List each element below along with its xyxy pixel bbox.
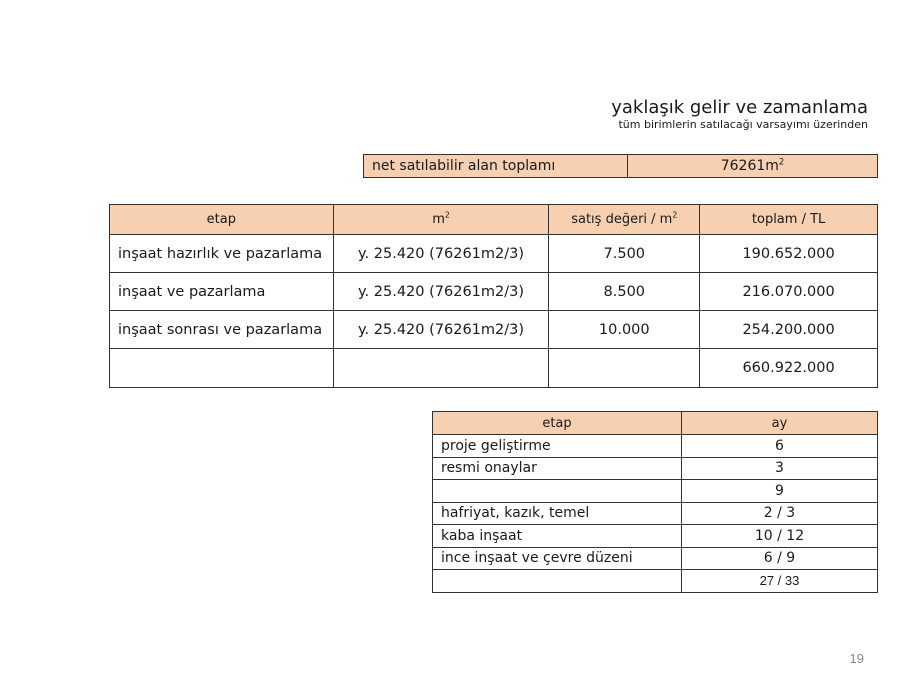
empty-cell	[549, 349, 700, 388]
net-area-value	[628, 155, 878, 178]
net-area-unit-sup: 2	[778, 156, 785, 167]
schedule-months: 10 / 12	[682, 525, 878, 548]
revenue-area: y. 25.420 (76261m2/3)	[333, 273, 549, 311]
table-row	[433, 525, 878, 548]
revenue-header-etap: etap	[110, 205, 334, 235]
schedule-months: 3	[682, 457, 878, 480]
revenue-header-total: toplam / TL	[700, 205, 878, 235]
revenue-stage: inşaat hazırlık ve pazarlama	[110, 235, 334, 273]
table-row	[433, 547, 878, 570]
revenue-unit-price: 8.500	[549, 273, 700, 311]
revenue-header-sales-value: satış değeri / $m^2$	[549, 205, 700, 235]
net-area-table	[363, 154, 878, 178]
empty-cell	[110, 349, 334, 388]
page-number: 19	[849, 651, 864, 666]
revenue-unit-price: 7.500	[549, 235, 700, 273]
revenue-table	[109, 204, 878, 388]
revenue-total: 216.070.000	[700, 273, 878, 311]
revenue-header-m2: $m^2$	[333, 205, 549, 235]
table-row	[433, 457, 878, 480]
revenue-total-row	[110, 349, 878, 388]
revenue-unit-price: 10.000	[549, 311, 700, 349]
table-row	[110, 273, 878, 311]
table-row	[433, 480, 878, 503]
revenue-stage: inşaat sonrası ve pazarlama	[110, 311, 334, 349]
schedule-header-etap: etap	[433, 412, 682, 435]
empty-cell	[333, 349, 549, 388]
schedule-stage	[433, 480, 682, 503]
schedule-header-row	[433, 412, 878, 435]
schedule-stage: hafriyat, kazık, temel	[433, 502, 682, 525]
schedule-total-months: 27 / 33	[682, 570, 878, 593]
schedule-months: 9	[682, 480, 878, 503]
schedule-stage: kaba inşaat	[433, 525, 682, 548]
revenue-area: y. 25.420 (76261m2/3)	[333, 235, 549, 273]
revenue-total: 190.652.000	[700, 235, 878, 273]
schedule-months: 2 / 3	[682, 502, 878, 525]
schedule-table	[432, 411, 878, 593]
revenue-header-row	[110, 205, 878, 235]
net-area-row	[364, 155, 878, 178]
schedule-total-row	[433, 570, 878, 593]
table-row	[110, 235, 878, 273]
revenue-total: 254.200.000	[700, 311, 878, 349]
slide-subtitle: tüm birimlerin satılacağı varsayımı üzerinden	[618, 118, 868, 131]
revenue-grand-total: 660.922.000	[700, 349, 878, 388]
net-area-number: 76261m	[720, 158, 779, 174]
schedule-stage: ince inşaat ve çevre düzeni	[433, 547, 682, 570]
schedule-months: 6 / 9	[682, 547, 878, 570]
table-row	[433, 435, 878, 458]
schedule-stage: resmi onaylar	[433, 457, 682, 480]
table-row	[433, 502, 878, 525]
net-area-label: net satılabilir alan toplamı	[364, 155, 628, 178]
table-row	[110, 311, 878, 349]
schedule-header-months: ay	[682, 412, 878, 435]
revenue-stage: inşaat ve pazarlama	[110, 273, 334, 311]
schedule-stage: proje geliştirme	[433, 435, 682, 458]
schedule-stage	[433, 570, 682, 593]
revenue-area: y. 25.420 (76261m2/3)	[333, 311, 549, 349]
slide-title: yaklaşık gelir ve zamanlama	[611, 97, 868, 118]
schedule-months: 6	[682, 435, 878, 458]
